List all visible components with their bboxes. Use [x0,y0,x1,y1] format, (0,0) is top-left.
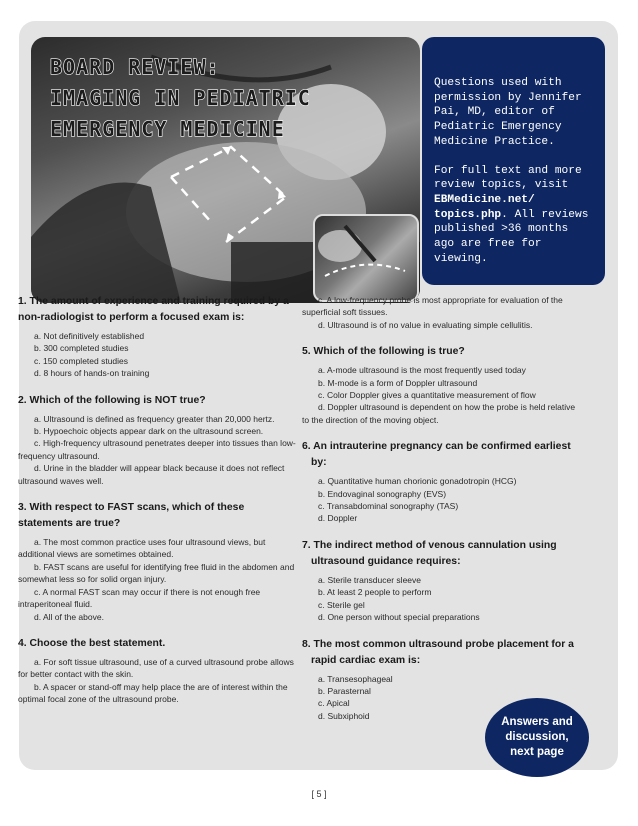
question-8-option-d: d. Subxiphoid [318,710,370,721]
question-3-option-d: d. All of the above. [34,611,104,622]
visit-text-lead: For full text and more review topics, visit [434,164,582,192]
question-8-option-a: a. Transesophageal [318,673,393,684]
question-4-option-b: b. A spacer or stand-off may help place the are of interest within the optimal focal zone of the ultrasound probe. [18,681,288,705]
question-1-option-d: d. 8 hours of hands-on training [34,368,150,379]
question-3-stem: 3. With respect to FAST scans, which of these statements are true? [18,502,245,530]
question-4-option-c: c. A low-frequency probe is most appropriate for evaluation of the superficial soft tissues. [302,295,563,318]
question-5-option-a: a. A-mode ultrasound is the most frequently used today [318,365,526,376]
inset-photo-illustration [315,216,417,300]
question-3-option-a: a. The most common practice uses four ultrasound views, but additional views are sometimes obtained. [18,537,266,560]
question-7-option-a: a. Sterile transducer sleeve [318,574,421,585]
question-2-option-a: a. Ultrasound is defined as frequency greater than 20,000 hertz. [34,413,275,424]
answers-next-page-button[interactable] [485,698,589,777]
permission-info-box [422,37,605,285]
question-7-stem: 7. The indirect method of venous cannulation using ultrasound guidance requires: [302,539,557,567]
visit-text-tail: . All reviews published >36 months ago are free for viewing. [434,208,589,265]
question-6-option-c: c. Transabdominal sonography (TAS) [318,501,459,512]
question-2-option-c: c. High-frequency ultrasound penetrates deeper into tissues than low-frequency ultrasound. [18,438,296,461]
question-5-stem: 5. Which of the following is true? [302,346,465,358]
question-2-stem: 2. Which of the following is NOT true? [18,394,206,406]
question-1-option-c: c. 150 completed studies [34,355,129,366]
question-2-option-d: d. Urine in the bladder will appear black because it does not reflect ultrasound waves well. [18,463,285,486]
banner-line-3: EMERGENCY MEDICINE [50,117,285,141]
question-1-option-a: a. Not definitively established [34,331,145,341]
question-6-option-d: d. Doppler [318,513,358,524]
answers-button-label: Answers and discussion, next page [501,716,573,758]
questions-right-column [302,294,582,722]
question-7-option-d: d. One person without special preparations [318,612,480,623]
banner-line-1: BOARD REVIEW: [50,55,220,79]
question-4-option-d: d. Ultrasound is of no value in evaluating simple cellulitis. [318,319,533,330]
page-number: [ 5 ] [311,789,327,799]
question-4-stem: 4. Choose the best statement. [18,637,166,649]
question-6-stem: 6. An intrauterine pregnancy can be confirmed earliest by: [302,441,571,469]
question-7-option-c: c. Sterile gel [318,599,365,610]
question-6-option-a: a. Quantitative human chorionic gonadotropin (HCG) [318,476,517,487]
question-1-option-b: b. 300 completed studies [34,343,129,354]
question-5-option-b: b. M-mode is a form of Doppler ultrasound [318,377,478,388]
header-photo [31,37,420,303]
question-4-option-a: a. For soft tissue ultrasound, use of a curved ultrasound probe allows for better contact with the skin. [18,656,294,680]
ebmedicine-link[interactable]: EBMedicine.net/ topics.php [434,193,535,221]
question-8-stem: 8. The most common ultrasound probe placement for a rapid cardiac exam is: [302,638,574,666]
question-8-option-c: c. Apical [318,698,350,709]
question-8-option-b: b. Parasternal [318,685,371,696]
question-7-option-b: b. At least 2 people to perform [318,587,432,598]
question-2-option-b: b. Hypoechoic objects appear dark on the ultrasound screen. [34,426,264,437]
questions-left-column [18,294,296,706]
question-3-option-b: b. FAST scans are useful for identifying free fluid in the abdomen and somewhat less so for solid organ injury. [18,561,295,585]
question-5-option-d: d. Doppler ultrasound is dependent on how the probe is held relative to the direction of the moving object. [302,402,576,425]
question-5-option-c: c. Color Doppler gives a quantitative measurement of flow [318,390,536,401]
visit-text [434,164,595,267]
question-6-option-b: b. Endovaginal sonography (EVS) [318,488,447,499]
permission-text: Questions used with permission by Jennifer Pai, MD, editor of Pediatric Emergency Medicine Practice. [434,77,582,148]
inset-photo [313,214,419,302]
banner-line-2: IMAGING IN PEDIATRIC [50,86,311,110]
question-3-option-c: c. A normal FAST scan may occur if there is not enough free intraperitoneal fluid. [18,586,261,610]
question-1-stem: 1. The amount of experience and training required by a non-radiologist to perform a focused exam is: [18,296,289,323]
banner-title [50,52,320,145]
